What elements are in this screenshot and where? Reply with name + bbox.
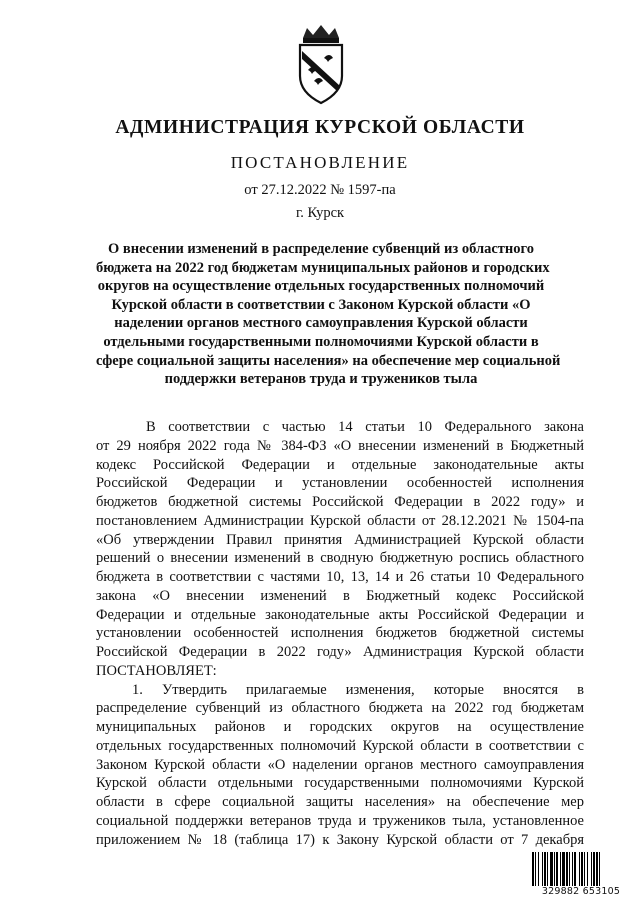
- body-line: бюджетов бюджетной системы Российской Федерации в 2022 году» и: [96, 494, 584, 510]
- title-line: поддержки ветеранов труда и тружеников тыла: [164, 371, 478, 388]
- body-line: бюджета в соответствии с частями 10, 13, 14 и 26 статьи 10 Федерального: [96, 569, 584, 585]
- body-line: распределение субвенций из областного бюджета на 2022 год бюджетам: [96, 700, 584, 717]
- body-line: установлении особенностей исполнения бюджетов бюджетной системы: [96, 625, 584, 642]
- document-barcode: [531, 852, 631, 898]
- title-line: Курской области в соответствии с Законом Курской области «О: [111, 296, 531, 313]
- body-line: области в сфере социальной защиты населения» на обеспечение мер: [96, 794, 584, 810]
- body-line: ПОСТАНОВЛЯЕТ:: [96, 662, 217, 679]
- title-line: отдельными государственными полномочиями Курской области в: [103, 333, 539, 350]
- body-line: Законом Курской области «О наделении органов местного самоуправления: [96, 756, 584, 773]
- body-line: Курской области отдельными государственными полномочиями Курской: [96, 775, 584, 792]
- title-line: бюджета на 2022 год бюджетам муниципальных районов и городских: [96, 259, 550, 276]
- body-line: Российской Федерации и установлении особенностей исполнения: [96, 475, 584, 492]
- title-line: О внесении изменений в распределение субвенций из областного: [107, 241, 534, 257]
- document-type: ПОСТАНОВЛЕНИЕ: [230, 153, 410, 172]
- title-line: сфере социальной защиты населения» на обеспечение мер социальной: [96, 352, 561, 369]
- document-date-number: от 27.12.2022 № 1597-па: [244, 182, 396, 198]
- body-line: решений о внесении изменений в сводную бюджетную роспись областного: [96, 550, 584, 567]
- document-title: [96, 240, 561, 389]
- body-line: муниципальных районов и городских округов на осуществление: [96, 719, 584, 735]
- body-line: отдельных государственных полномочий Курской области в соответствии с: [96, 737, 584, 754]
- body-line: приложением № 18 (таблица 17) к Закону Курской области от 7 декабря: [96, 831, 584, 848]
- body-line: Российской Федерации в 2022 году» Администрация Курской области: [96, 644, 584, 660]
- kursk-coat-of-arms-icon: [293, 24, 349, 106]
- organization-name: АДМИНИСТРАЦИЯ КУРСКОЙ ОБЛАСТИ: [115, 117, 525, 138]
- barcode-number: 329882 653105: [541, 886, 621, 897]
- document-city: г. Курск: [295, 205, 345, 221]
- title-line: наделении органов местного самоуправления Курской области: [114, 315, 528, 332]
- barcode-icon: [531, 852, 631, 886]
- body-line: «Об утверждении Правил принятия Администрацией Курской области: [96, 531, 584, 548]
- body-line: закона «О внесении изменений в Бюджетный кодекс Российской: [96, 587, 584, 604]
- body-line: 1. Утвердить прилагаемые изменения, которые вносятся в: [132, 681, 584, 698]
- body-line: от 29 ноября 2022 года № 384-ФЗ «О внесении изменений в Бюджетный: [96, 437, 584, 454]
- document-body: [96, 418, 584, 849]
- title-line: округов на осуществление отдельных государственных полномочий: [97, 278, 545, 295]
- body-line: кодекс Российской Федерации и отдельные законодательные акты: [96, 456, 584, 473]
- body-line: социальной поддержки ветеранов труда и тружеников тыла, установленное: [96, 812, 584, 829]
- body-line: В соответствии с частью 14 статьи 10 Федерального закона: [146, 419, 584, 435]
- body-line: Федерации и отдельные законодательные акты Российской Федерации и: [96, 606, 584, 623]
- body-line: постановлением Администрации Курской области от 28.12.2021 № 1504-па: [96, 512, 584, 529]
